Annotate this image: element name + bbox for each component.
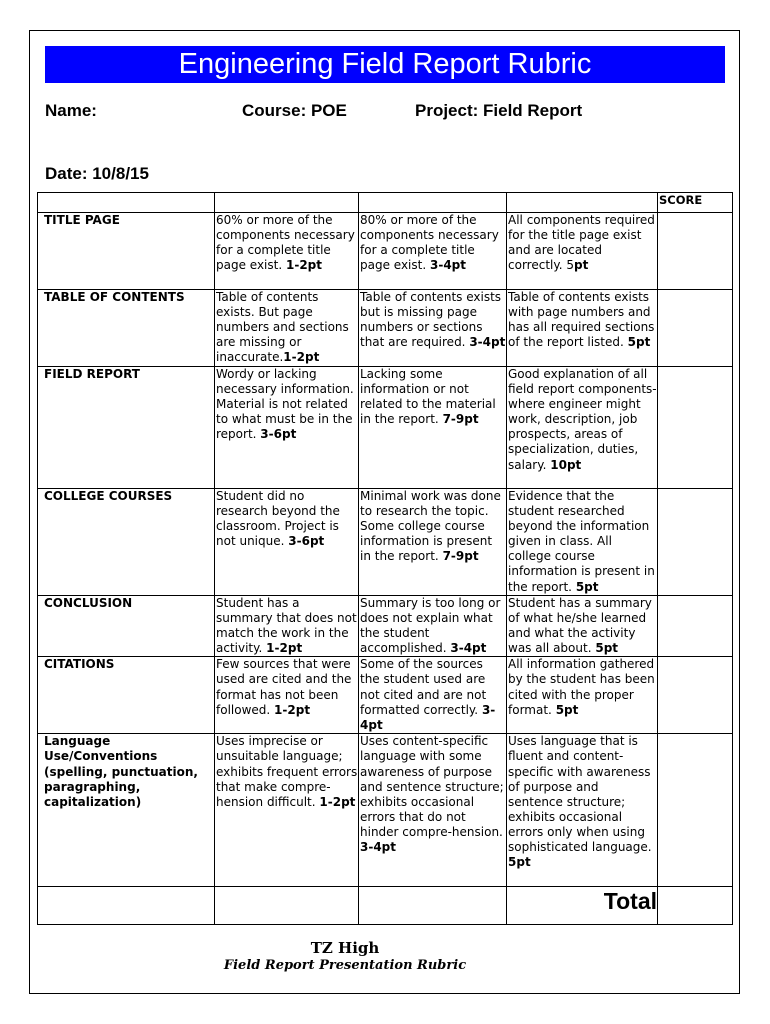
level-cell: Summary is too long or does not explain what the student accomplished. 3-4pt <box>359 596 507 657</box>
table-row <box>38 367 733 489</box>
level-cell: Student has a summary of what he/she learned and what the activity was all about. 5pt <box>507 596 658 657</box>
name-label: Name: <box>45 101 97 120</box>
level-cell: Good explanation of all field report components- where engineer might work, description, job prospects, areas of specialization, duties, salary. 10pt <box>507 367 658 489</box>
total-blank-cell <box>38 887 215 925</box>
criterion-cell: CONCLUSION <box>38 596 215 657</box>
level-cell: Wordy or lacking necessary information. Material is not related to what must be in the report. 3-6pt <box>215 367 359 489</box>
level-cell: 80% or more of the components necessary for a complete title page exist. 3-4pt <box>359 213 507 290</box>
rubric-table <box>37 192 733 925</box>
criterion-cell: TABLE OF CONTENTS <box>38 290 215 367</box>
level-cell: Table of contents exists. But page numbers and sections are missing or inaccurate.1-2pt <box>215 290 359 367</box>
level-cell: Table of contents exists but is missing page numbers or sections that are required. 3-4pt <box>359 290 507 367</box>
school-name: TZ High <box>310 939 380 957</box>
score-cell[interactable] <box>658 596 733 657</box>
header-cell <box>38 193 215 213</box>
total-blank-cell <box>359 887 507 925</box>
criterion-cell: Language Use/Conventions (spelling, punctuation, paragraphing, capitalization) <box>38 734 215 887</box>
total-row <box>38 887 733 925</box>
level-cell: All information gathered by the student has been cited with the proper format. 5pt <box>507 657 658 734</box>
criterion-cell: TITLE PAGE <box>38 213 215 290</box>
total-score-cell[interactable] <box>658 887 733 925</box>
criterion-cell: FIELD REPORT <box>38 367 215 489</box>
criterion-cell: CITATIONS <box>38 657 215 734</box>
score-cell[interactable] <box>658 290 733 367</box>
level-cell: 60% or more of the components necessary for a complete title page exist. 1-2pt <box>215 213 359 290</box>
score-header: SCORE <box>658 193 733 213</box>
score-cell[interactable] <box>658 734 733 887</box>
level-cell: Lacking some information or not related to the material in the report. 7-9pt <box>359 367 507 489</box>
score-cell[interactable] <box>658 367 733 489</box>
header-cell <box>359 193 507 213</box>
score-cell[interactable] <box>658 489 733 596</box>
header-cell <box>507 193 658 213</box>
total-blank-cell <box>215 887 359 925</box>
table-row <box>38 489 733 596</box>
table-row <box>38 290 733 367</box>
level-cell: Uses language that is fluent and content-specific with awareness of purpose and sentence structure; exhibits occasional errors only when using sophisticated language. 5pt <box>507 734 658 887</box>
level-cell: Few sources that were used are cited and the format has not been followed. 1-2pt <box>215 657 359 734</box>
project-label: Project: Field Report <box>415 101 583 120</box>
level-cell: Evidence that the student researched beyond the information given in class. All college course information is present in the report. 5pt <box>507 489 658 596</box>
level-cell: Uses content-specific language with some awareness of purpose and sentence structure; exhibits occasional errors that do not hinder compre-hension. 3-4pt <box>359 734 507 887</box>
score-cell[interactable] <box>658 657 733 734</box>
table-header-row <box>38 193 733 213</box>
total-label: Total <box>507 887 658 925</box>
table-row <box>38 213 733 290</box>
level-cell: Minimal work was done to research the topic. Some college course information is present in the report. 7-9pt <box>359 489 507 596</box>
level-cell: Table of contents exists with page numbers and has all required sections of the report listed. 5pt <box>507 290 658 367</box>
criterion-cell: COLLEGE COURSES <box>38 489 215 596</box>
header-cell <box>215 193 359 213</box>
level-cell: All components required for the title page exist and are located correctly. 5pt <box>507 213 658 290</box>
level-cell: Student did no research beyond the classroom. Project is not unique. 3-6pt <box>215 489 359 596</box>
course-label: Course: POE <box>242 101 347 120</box>
level-cell: Some of the sources the student used are not cited and are not formatted correctly. 3-4pt <box>359 657 507 734</box>
table-row <box>38 734 733 887</box>
level-cell: Uses imprecise or unsuitable language; exhibits frequent errors that make compre-hension difficult. 1-2pt <box>215 734 359 887</box>
table-row <box>38 596 733 657</box>
level-cell: Student has a summary that does not match the work in the activity. 1-2pt <box>216 596 357 656</box>
date-label: Date: 10/8/15 <box>45 164 149 183</box>
page-title: Engineering Field Report Rubric <box>45 46 725 83</box>
footer-subtitle: Field Report Presentation Rubric <box>223 958 467 973</box>
score-cell[interactable] <box>658 213 733 290</box>
table-row <box>38 657 733 734</box>
